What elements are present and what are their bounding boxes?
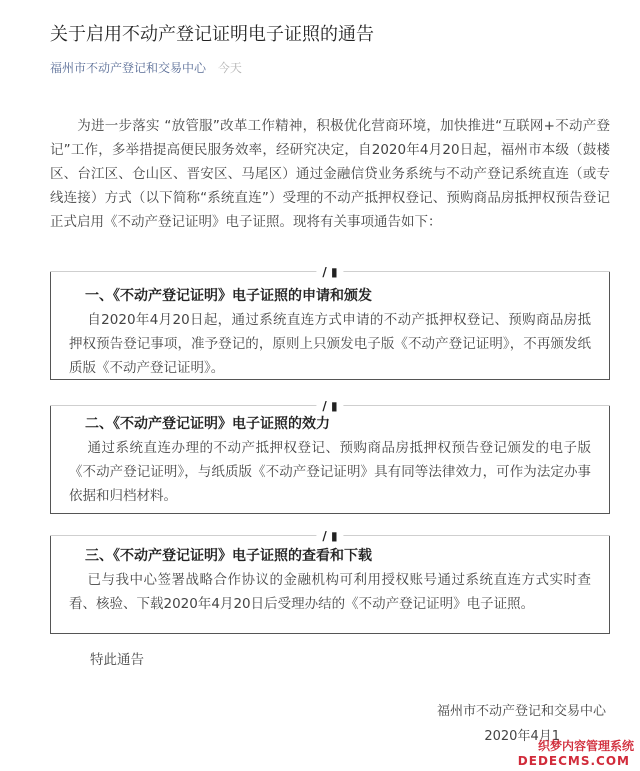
section-heading: 一、《不动产登记证明》电子证照的申请和颁发	[85, 288, 372, 304]
section-body: 已与我中心签署战略合作协议的金融机构可利用授权账号通过系统直连方式实时查看、核验、下载2020年4月20日后受理办结的《不动产登记证明》电子证照。	[69, 572, 591, 612]
signature-date: 2020年4月1	[484, 729, 560, 744]
account-name-link[interactable]: 福州市不动产登记和交易中心	[50, 61, 207, 75]
article-title: 关于启用不动产登记证明电子证照的通告	[50, 24, 374, 45]
article-meta	[50, 60, 242, 76]
closing-text: 特此通告	[90, 652, 144, 668]
publish-date: 今天	[217, 61, 242, 75]
section-box-2	[50, 406, 610, 514]
watermark-url: DEDECMS.COM	[517, 754, 630, 768]
section-heading: 二、《不动产登记证明》电子证照的效力	[85, 416, 330, 432]
intro-text: 为进一步落实 “放管服”改革工作精神，积极优化营商环境，加快推进“互联网+不动产登记”工作，多举措提高便民服务效率，经研究决定，自2020年4月20日起，福州市本级（鼓楼区、台江区、仓山区、晋安区、马尾区）通过金融信贷业务系统与不动产登记系统直连（或专线连接）方式（以下简称“系统直连”）受理的不动产抵押权登记、预购商品房抵押权预告登记正式启用《不动产登记证明》电子证照。现将有关事项通告如下：	[50, 118, 610, 230]
divider-mark: / ▮	[316, 528, 343, 544]
section-box-3	[50, 536, 610, 634]
section-box-1	[50, 272, 610, 380]
signature-organization: 福州市不动产登记和交易中心	[436, 704, 606, 719]
section-body: 通过系统直连办理的不动产抵押权登记、预购商品房抵押权预告登记颁发的电子版《不动产登记证明》，与纸质版《不动产登记证明》具有同等法律效力，可作为法定办事依据和归档材料。	[69, 440, 591, 504]
section-body: 自2020年4月20日起，通过系统直连方式申请的不动产抵押权登记、预购商品房抵押权预告登记事项，准予登记的，原则上只颁发电子版《不动产登记证明》，不再颁发纸质版《不动产登记证明》。	[69, 312, 591, 376]
section-heading: 三、《不动产登记证明》电子证照的查看和下载	[85, 548, 372, 564]
divider-mark: / ▮	[316, 264, 343, 280]
intro-paragraph	[50, 114, 610, 234]
watermark-text: 织梦内容管理系统	[537, 739, 634, 753]
divider-mark: / ▮	[316, 398, 343, 414]
